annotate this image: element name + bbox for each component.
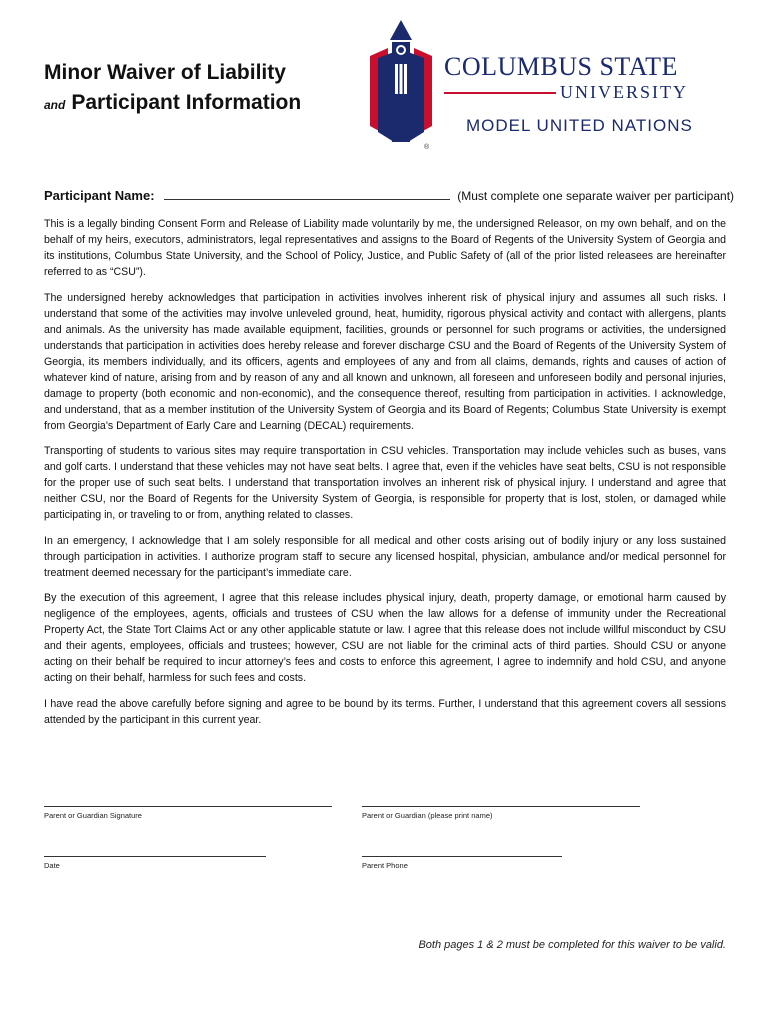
guardian-print-block bbox=[362, 806, 640, 820]
csu-logo bbox=[368, 18, 708, 158]
waiver-body bbox=[44, 216, 726, 737]
paragraph-risk: The undersigned hereby acknowledges that participation in activities involves inherent risk of physical injury and assumes all such risks. I understand that some of the activities may involve unleveled ground, heat, humidity, rigorous physical activity and contact with allergens, plants and animals. As the university has made available equipment, facilities, grounds or personnel for such programs or activities, the undersigned understands that participation in activities does hereby release and forever discharge CSU and the Board of Regents of the University System of Georgia, its members individually, and its officers, agents and employees of any and from all claims, demands, rights and causes of action of whatever kind of nature, arising from and by reason of any and all known and unknown, all foreseen and unforeseen bodily and personal injuries, damage to property (both economic and non-economic), and the consequence thereof, resulting from participation in activities. I acknowledge, and understand, that as a member institution of the University System of Georgia and its Board of Regents; Columbus State University is exempt from Georgia's Department of Early Care and Learning (DECAL) requirements. bbox=[44, 291, 726, 432]
logo-name-line1: COLUMBUS STATE bbox=[444, 52, 678, 81]
guardian-signature-line[interactable] bbox=[44, 806, 332, 807]
logo-name-line2: UNIVERSITY bbox=[560, 82, 688, 102]
guardian-print-label: Parent or Guardian (please print name) bbox=[362, 811, 493, 820]
registered-mark: ® bbox=[424, 144, 430, 151]
paragraph-acknowledge: I have read the above carefully before signing and agree to be bound by its terms. Further, I understand that this agreement covers all sessions attended by the participant in this current year. bbox=[44, 697, 726, 726]
paragraph-transport: Transporting of students to various sites may require transportation in CSU vehicles. Transportation may include vehicles such as buses, vans and golf carts. I understand that these vehicles may not have seat belts. I agree that, even if the vehicles have seat belts, CSU is not responsible for the proper use of such seat belts. I understand that transportation involves an inherent risk of physical injury. I understand and agree that neither CSU, nor the Board of Regents for the University System of Georgia, is responsible for property that is lost, stolen, or damaged while participating in, or traveling to or from, anything related to classes. bbox=[44, 445, 726, 521]
phone-line[interactable] bbox=[362, 856, 562, 857]
title-and: and bbox=[44, 98, 66, 112]
participant-name-label: Participant Name: bbox=[44, 188, 155, 203]
title-line-1: Minor Waiver of Liability bbox=[44, 61, 286, 84]
paragraph-consent: This is a legally binding Consent Form and Release of Liability made voluntarily by me, the undersigned Releasor, on my own behalf, and on the behalf of my heirs, executors, administrators, legal representatives and assigns to the Board of Regents of the University System of Georgia and its institutions, Columbus State University, and the School of Policy, Justice, and Public Safety of (all of the prior listed releasees are hereinafter referred to as “CSU”). bbox=[44, 218, 726, 278]
guardian-signature-block bbox=[44, 806, 332, 820]
paragraph-emergency: In an emergency, I acknowledge that I am solely responsible for all medical and other costs arising out of bodily injury or any loss sustained through participation in activities. I authorize program staff to secure any licensed hospital, physician, ambulance and/or medical personnel for treatment deemed necessary for the participant’s immediate care. bbox=[44, 534, 726, 579]
phone-label: Parent Phone bbox=[362, 861, 408, 870]
logo-red-rule bbox=[444, 92, 556, 94]
guardian-print-line[interactable] bbox=[362, 806, 640, 807]
date-line[interactable] bbox=[44, 856, 266, 857]
paragraph-execution: By the execution of this agreement, I agree that this release includes physical injury, death, property damage, or emotional harm caused by negligence of the employees, agents, officials and trustees of CSU when the law allows for a defense of immunity under the Recreational Property Act, the State Tort Claims Act or any other applicable statute or law. I agree that this release does not include willful misconduct by CSU and their agents, employees, officials and trustees; however, CSU are not liable for the criminal acts of third parties. Should CSU or anyone acting on their behalf be required to incur attorney’s fees and costs to enforce this agreement, I agree to indemnify and hold CSU, and anyone acting on their behalf, harmless for such fees and costs. bbox=[44, 592, 726, 684]
clock-tower-shield-icon bbox=[368, 18, 434, 148]
logo-name-line3: MODEL UNITED NATIONS bbox=[466, 116, 693, 135]
date-label: Date bbox=[44, 861, 60, 870]
date-block bbox=[44, 856, 266, 870]
participant-name-row bbox=[44, 188, 734, 203]
participant-name-note: (Must complete one separate waiver per participant) bbox=[457, 189, 735, 203]
document-title bbox=[44, 58, 301, 120]
phone-block bbox=[362, 856, 562, 870]
footer-note: Both pages 1 & 2 must be completed for this waiver to be valid. bbox=[418, 939, 726, 951]
guardian-signature-label: Parent or Guardian Signature bbox=[44, 811, 142, 820]
participant-name-field[interactable] bbox=[164, 189, 450, 200]
title-line-2 bbox=[44, 88, 301, 120]
title-line-2-text: Participant Information bbox=[71, 91, 302, 114]
